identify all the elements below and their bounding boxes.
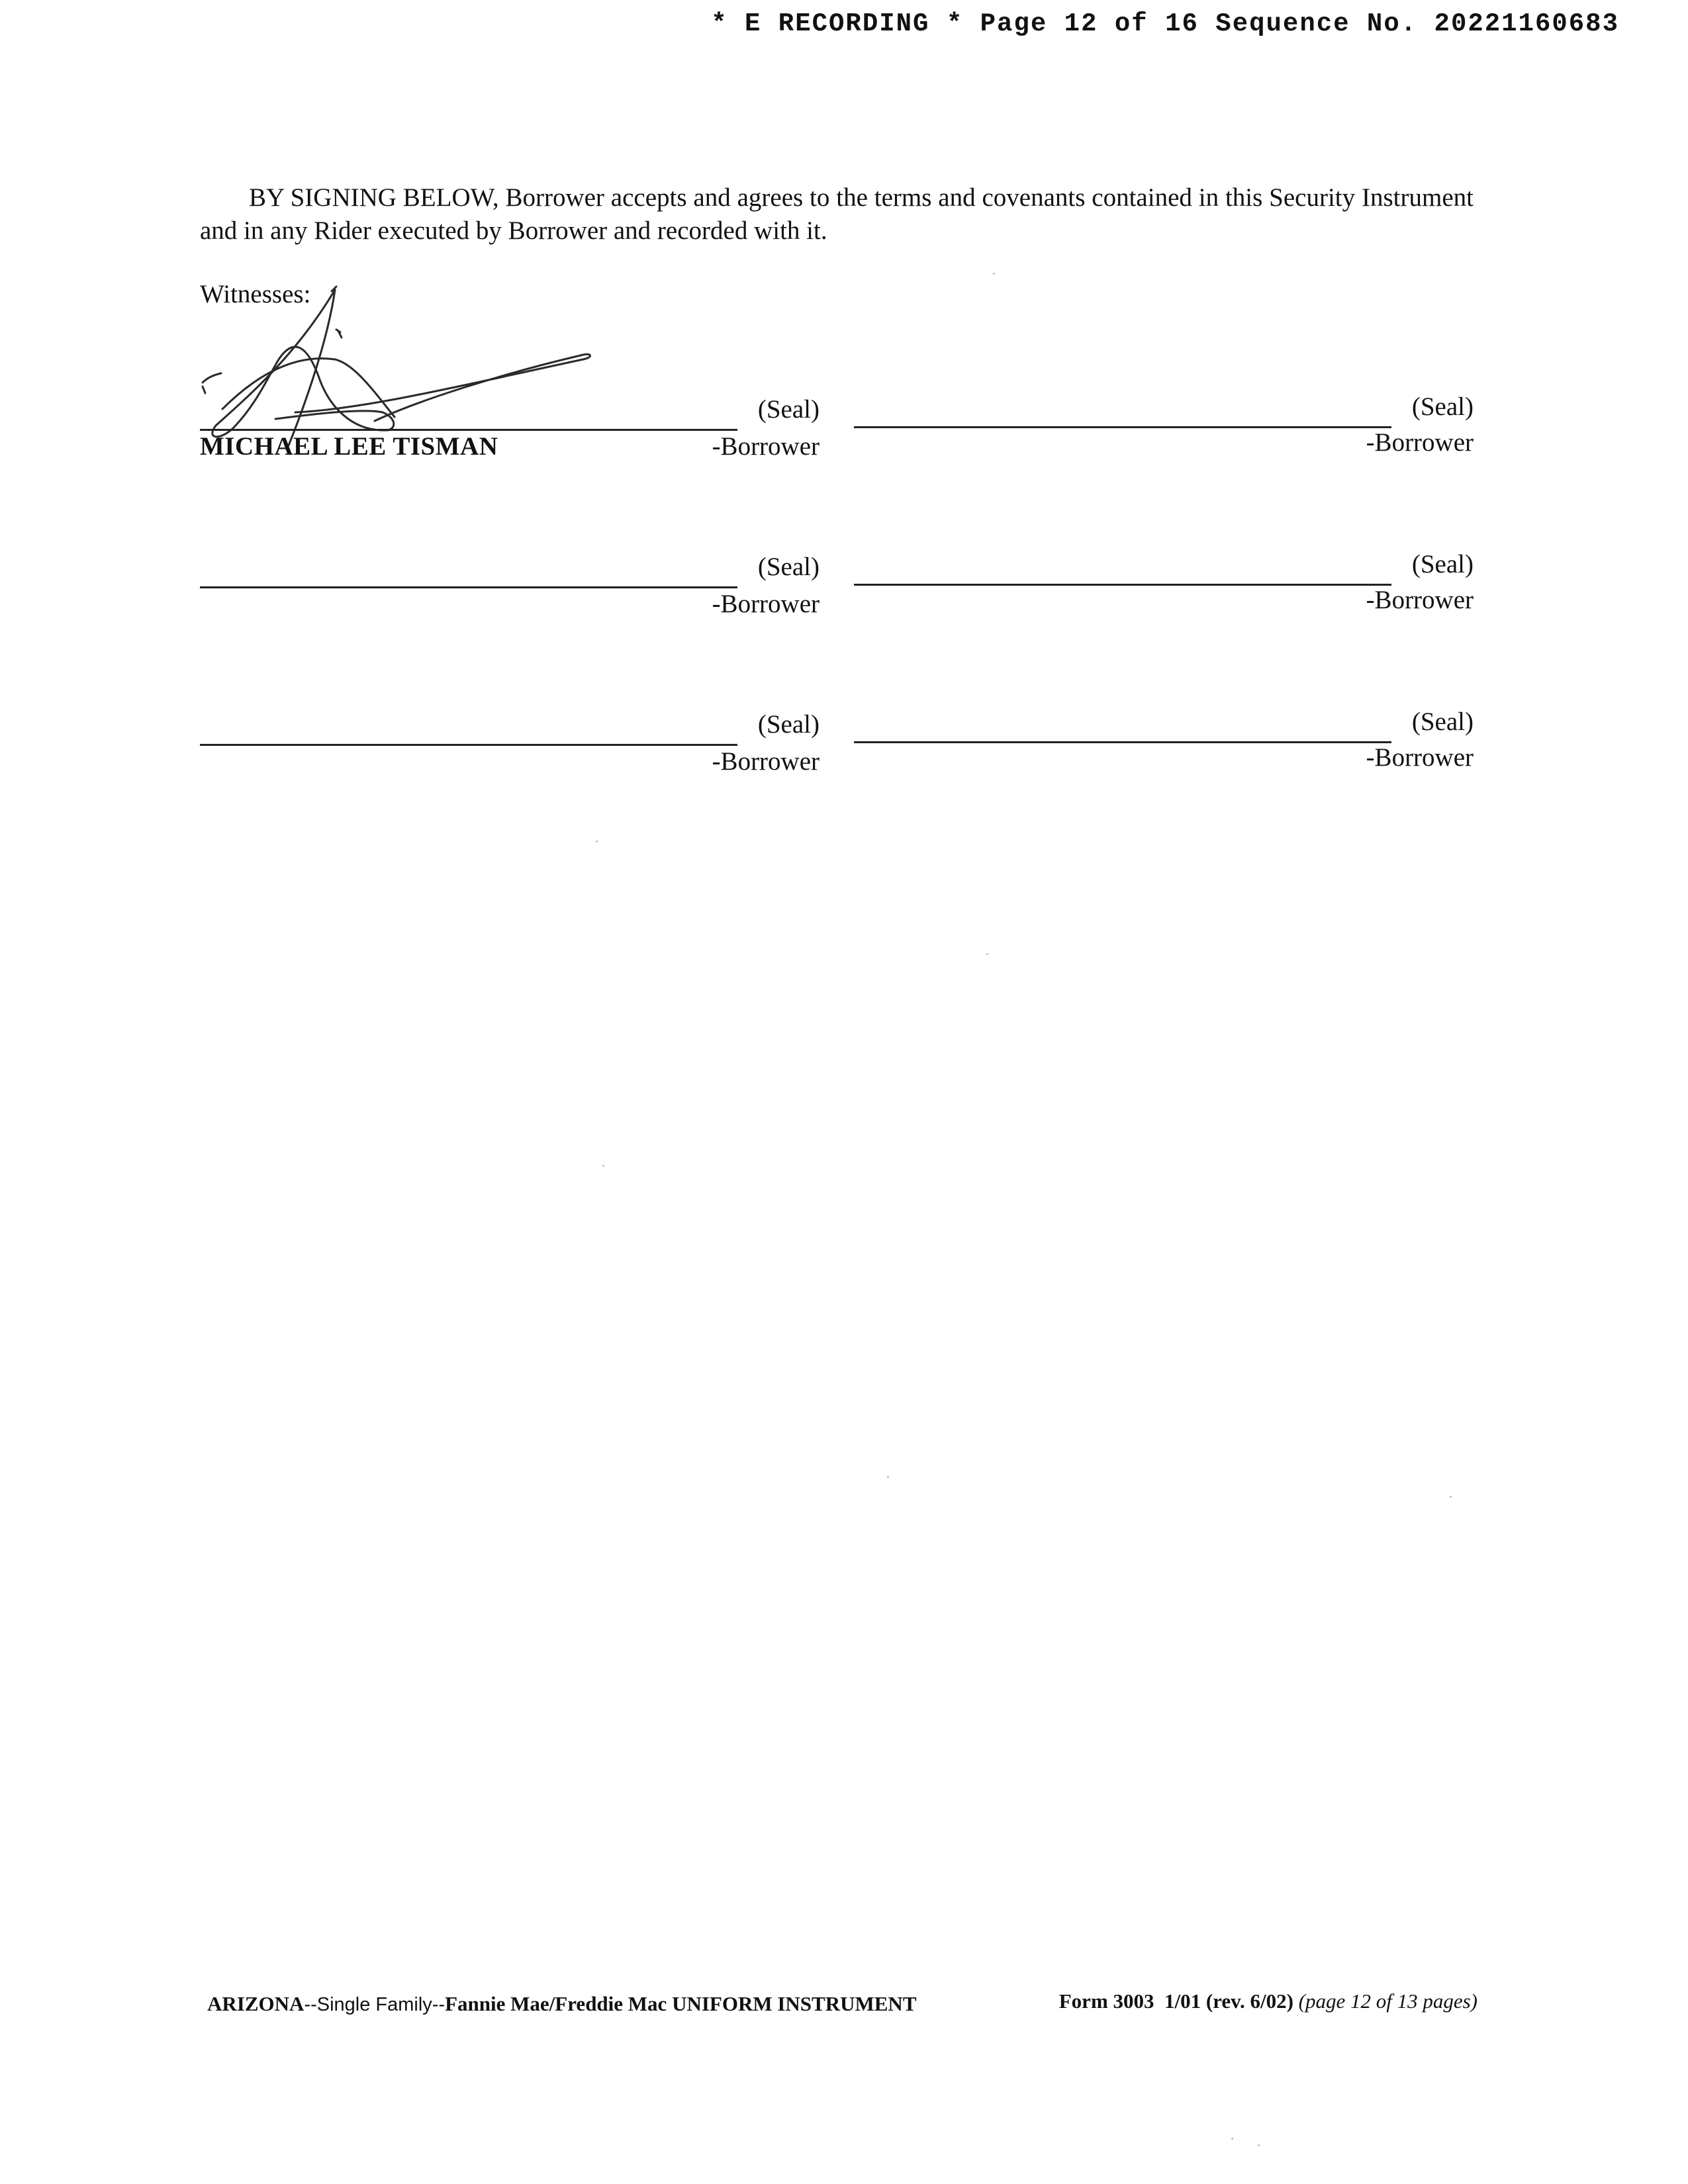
signature-line[interactable] — [200, 586, 737, 588]
scan-speck — [1258, 2144, 1260, 2146]
scan-speck — [986, 953, 988, 955]
scan-speck — [887, 1476, 889, 1478]
signing-statement: BY SIGNING BELOW, Borrower accepts and agrees to the terms and covenants contained in this Security Instrument and in any Rider executed by Borrower and recorded with it. — [200, 183, 1474, 245]
seal-label: (Seal) — [757, 710, 820, 739]
borrower-role-label: -Borrower — [1366, 586, 1474, 614]
signature-block-5 — [200, 709, 820, 782]
signature-block-6 — [854, 707, 1474, 780]
scan-speck — [993, 273, 995, 275]
scan-speck — [1231, 2138, 1233, 2140]
footer-page-info: (page 12 of 13 pages) — [1298, 1989, 1477, 2013]
witnesses-label: Witnesses: — [200, 280, 311, 308]
seal-label: (Seal) — [757, 553, 820, 581]
footer-state: ARIZONA — [207, 1992, 305, 2015]
seal-label: (Seal) — [757, 395, 820, 424]
scan-speck — [1450, 1496, 1452, 1498]
scan-speck — [596, 841, 598, 842]
signature-block-1 — [200, 394, 820, 467]
footer-separator: -- — [432, 1994, 445, 2015]
borrower-name: MICHAEL LEE TISMAN — [200, 432, 498, 461]
recording-stamp: * E RECORDING * Page 12 of 16 Sequence No. 20221160683 — [711, 9, 1619, 38]
borrower-role-label: -Borrower — [712, 432, 820, 461]
signature-line[interactable] — [200, 429, 737, 431]
signature-line[interactable] — [854, 741, 1391, 743]
borrower-role-label: -Borrower — [1366, 428, 1474, 457]
seal-label: (Seal) — [1411, 550, 1474, 578]
footer-instrument: Fannie Mae/Freddie Mac UNIFORM INSTRUMENT — [445, 1992, 917, 2015]
signature-block-2 — [854, 392, 1474, 465]
footer-property-type: Single Family — [316, 1994, 432, 2015]
footer-form-number: Form 3003 — [1058, 1989, 1154, 2013]
seal-label: (Seal) — [1411, 392, 1474, 421]
scan-speck — [602, 1165, 604, 1167]
signature-block-3 — [200, 552, 820, 625]
borrower-role-label: -Borrower — [1366, 743, 1474, 772]
form-footer-number — [1059, 1989, 1477, 2013]
seal-label: (Seal) — [1411, 707, 1474, 736]
form-footer-title — [207, 1992, 917, 2016]
footer-separator: -- — [304, 1994, 317, 2015]
signature-line[interactable] — [854, 584, 1391, 586]
signature-line[interactable] — [200, 744, 737, 746]
borrower-role-label: -Borrower — [712, 747, 820, 776]
borrower-role-label: -Borrower — [712, 590, 820, 618]
signature-block-4 — [854, 549, 1474, 622]
signature-line[interactable] — [854, 426, 1391, 428]
footer-form-date: 1/01 (rev. 6/02) — [1164, 1989, 1293, 2013]
